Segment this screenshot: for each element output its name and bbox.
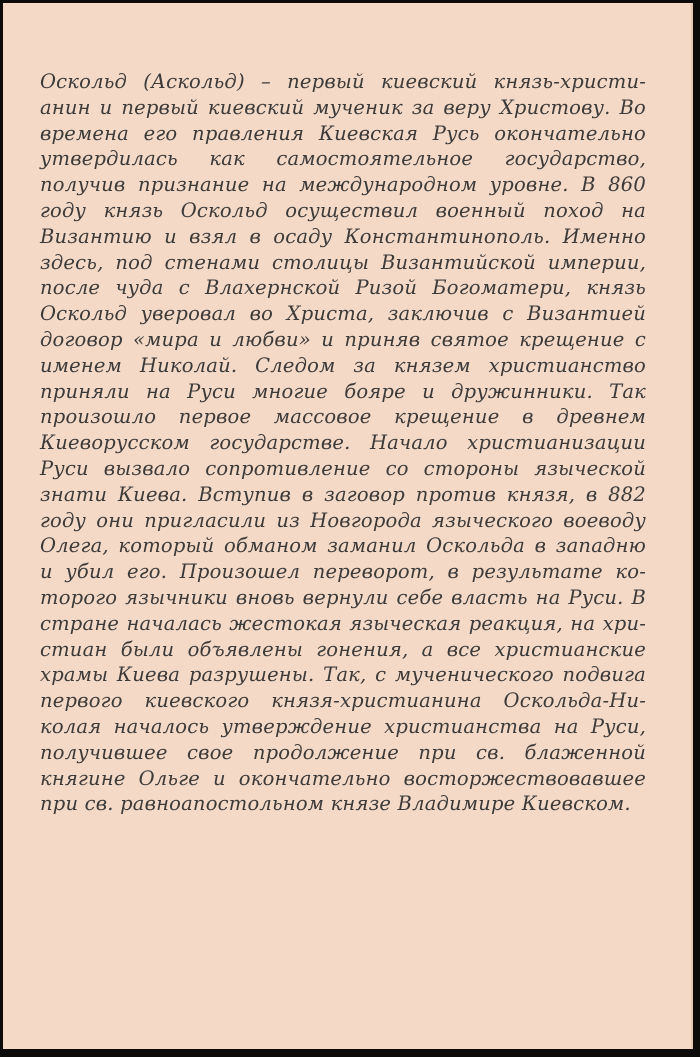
text-line: приняли на Руси многие бояре и дружинники. Так	[40, 379, 646, 403]
text-line: времена его правления Киевская Русь окончательно	[40, 121, 646, 145]
text-line: знати Киева. Вступив в заговор против князя, в 882	[40, 482, 646, 506]
text-line: году они пригласили из Новгорода языческого воеводу	[40, 508, 646, 532]
text-line: Олега, который обманом заманил Оскольда в западню	[40, 534, 646, 558]
text-line: княгине Ольге и окончательно восторжествовавшее	[40, 766, 646, 790]
text-line: и убил его. Произошел переворот, в результате ко-	[40, 560, 646, 584]
text-line: Руси вызвало сопротивление со стороны языческой	[40, 456, 646, 480]
text-line: именем Николай. Следом за князем христианство	[40, 353, 646, 377]
text-line: Оскольд уверовал во Христа, заключив с Византией	[40, 302, 646, 326]
text-line: колая началось утверждение христианства на Руси,	[40, 714, 646, 738]
text-line: после чуда с Влахернской Ризой Богоматери, князь	[40, 276, 646, 300]
text-line: Киеворусском государстве. Начало христианизации	[40, 431, 646, 455]
text-line: договор «мира и любви» и приняв святое крещение с	[40, 327, 646, 351]
body-text	[40, 69, 646, 817]
text-line: при св. равноапостольном князе Владимире Киевском.	[40, 792, 631, 816]
text-line: году князь Оскольд осуществил военный поход на	[40, 198, 646, 222]
text-line: здесь, под стенами столицы Византийской империи,	[40, 250, 646, 274]
text-line: произошло первое массовое крещение в древнем	[40, 405, 646, 429]
text-line: первого киевского князя-христианина Оскольда-Ни-	[40, 689, 646, 713]
text-line: утвердилась как самостоятельное государство,	[40, 147, 646, 171]
text-line: получившее свое продолжение при св. блаженной	[40, 740, 646, 764]
text-line: храмы Киева разрушены. Так, с мученического подвига	[40, 663, 646, 687]
text-line: анин и первый киевский мученик за веру Христову. Во	[40, 95, 646, 119]
text-line: торого язычники вновь вернули себе власть на Руси. В	[40, 585, 646, 609]
text-line: получив признание на международном уровне. В 860	[40, 173, 646, 197]
text-line: Оскольд (Аскольд) – первый киевский князь-христи-	[40, 70, 646, 93]
text-line: стране началась жестокая языческая реакция, на хри-	[40, 611, 646, 635]
text-line: Византию и взял в осаду Константинополь. Именно	[40, 224, 646, 248]
book-page	[3, 3, 693, 1049]
text-line: стиан были объявлены гонения, а все христианские	[40, 637, 646, 661]
